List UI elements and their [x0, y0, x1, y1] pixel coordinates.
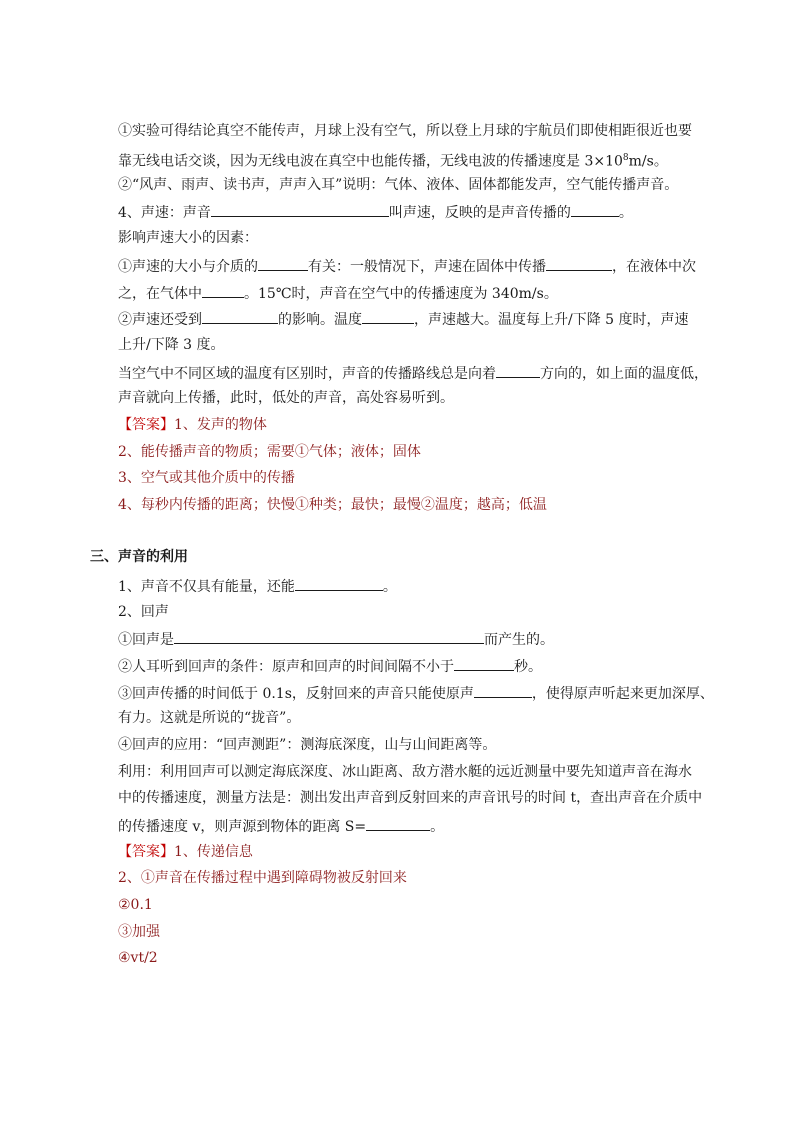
text: 靠无线电话交谈，因为无线电波在真空中也能传播，无线电波的传播速度是 3×10	[118, 153, 623, 170]
answer-text: ④vt/2	[118, 950, 158, 966]
answer-text: 3、空气或其他介质中的传播	[118, 470, 295, 486]
text: ①回声是	[118, 632, 174, 648]
text: ③回声传播的时间低于 0.1s，反射回来的声音只能使原声	[118, 686, 474, 702]
text: ②人耳听到回声的条件：原声和回声的时间间隔不小于	[118, 659, 454, 675]
answer-line	[118, 948, 158, 968]
text: 声音就向上传播，此时，低处的声音，高处容易听到。	[118, 390, 454, 406]
text: 秒。	[514, 659, 542, 675]
text-line	[118, 255, 696, 277]
text-line	[118, 735, 496, 755]
text: 中的传播速度，测量方法是：测出发出声音到反射回来的声音讯号的时间 t，查出声音在介质中	[118, 790, 703, 806]
text-line	[118, 788, 702, 808]
answer-text: 2、能传播声音的物质；需要①气体；液体；固体	[118, 444, 421, 460]
text: ①声速的大小与介质的	[118, 259, 258, 275]
answer-tag: 【答案】	[118, 417, 174, 433]
answer-text: 1、发声的物体	[174, 417, 267, 433]
answer-line	[118, 442, 421, 462]
answer-line	[118, 468, 295, 488]
fill-blank[interactable]	[202, 308, 278, 324]
fill-blank[interactable]	[258, 255, 308, 271]
text: 利用：利用回声可以测定海底深度、冰山距离、敌方潜水艇的远近测量中要先知道声音在海水	[118, 764, 692, 780]
answer-tag: 【答案】	[118, 844, 174, 860]
fill-blank[interactable]	[211, 201, 389, 217]
answer-text: ②0.1	[118, 897, 153, 913]
text: 1、声音不仅具有能量，还能	[118, 579, 295, 595]
text: 。	[618, 205, 633, 221]
text: 的影响。温度	[278, 312, 362, 328]
text: m/s。	[628, 153, 668, 170]
section-heading	[90, 547, 188, 567]
answer-line	[118, 842, 253, 862]
text: 上升/下降 3 度。	[118, 337, 225, 353]
text: 方向的，如上面的温度低，	[540, 366, 708, 382]
text: 有力。这就是所说的“拢音”。	[118, 710, 301, 726]
fill-blank[interactable]	[362, 308, 414, 324]
text-line	[118, 762, 692, 782]
answer-line	[118, 415, 267, 435]
fill-blank[interactable]	[202, 282, 244, 298]
fill-blank[interactable]	[174, 628, 484, 644]
text-line	[118, 575, 397, 597]
text: 4、声速：声音	[118, 205, 211, 221]
text: 2、回声	[118, 604, 169, 620]
text: 之，在气体中	[118, 286, 202, 302]
text: ，声速越大。温度每上升/下降 5 度时，声速	[414, 312, 689, 328]
exponent: 8	[622, 153, 629, 163]
text: 。	[430, 819, 445, 835]
text: 有关：一般情况下，声速在固体中传播	[308, 259, 546, 275]
text: ，使得原声听起来更加深厚、	[531, 686, 714, 702]
text-line	[118, 362, 708, 384]
text-line	[118, 335, 225, 355]
text: ④回声的应用：“回声测距”：测海底深度，山与山间距离等。	[118, 737, 497, 753]
text: 而产生的。	[484, 632, 554, 648]
text-line	[118, 708, 300, 728]
fill-blank[interactable]	[474, 682, 532, 698]
text-line	[118, 628, 554, 650]
fill-blank[interactable]	[366, 815, 430, 831]
text: ，在液体中次	[612, 259, 696, 275]
text: 。	[382, 579, 397, 595]
text-line	[118, 602, 169, 622]
text: ②声速还受到	[118, 312, 202, 328]
text: 叫声速，反映的是声音传播的	[388, 205, 571, 221]
fill-blank[interactable]	[454, 655, 514, 671]
text-line	[118, 655, 542, 677]
text-line	[118, 282, 558, 304]
text: 的传播速度 v，则声源到物体的距离 S=	[118, 819, 367, 835]
fill-blank[interactable]	[295, 575, 383, 591]
answer-line	[118, 922, 160, 942]
answer-line	[118, 868, 407, 888]
answer-text: 2、①声音在传播过程中遇到障碍物被反射回来	[118, 870, 407, 886]
text-line	[118, 388, 454, 408]
answer-line	[118, 895, 153, 915]
text-line	[118, 148, 668, 172]
text-line	[118, 682, 714, 704]
text-line	[118, 815, 444, 837]
text: ①实验可得结论真空不能传声，月球上没有空气，所以登上月球的宇航员们即使相距很近也要	[118, 123, 692, 139]
text-line	[118, 308, 689, 330]
answer-text: ③加强	[118, 924, 160, 940]
fill-blank[interactable]	[496, 362, 540, 378]
heading-text: 三、声音的利用	[90, 549, 188, 565]
answer-text: 4、每秒内传播的距离；快慢①种类；最快；最慢②温度；越高；低温	[118, 497, 547, 513]
text: 当空气中不同区域的温度有区别时，声音的传播路线总是向着	[118, 366, 496, 382]
text-line	[118, 228, 258, 248]
answer-line	[118, 495, 547, 515]
text-line	[118, 121, 692, 141]
text-line	[118, 201, 633, 223]
fill-blank[interactable]	[546, 255, 612, 271]
fill-blank[interactable]	[571, 201, 619, 217]
text-line	[118, 175, 678, 195]
text: 。15℃时，声音在空气中的传播速度为 340m/s。	[244, 286, 558, 302]
answer-text: 1、传递信息	[174, 844, 253, 860]
text: 影响声速大小的因素：	[118, 230, 258, 246]
text: ②“风声、雨声、读书声，声声入耳”说明：气体、液体、固体都能发声，空气能传播声音。	[118, 177, 679, 193]
